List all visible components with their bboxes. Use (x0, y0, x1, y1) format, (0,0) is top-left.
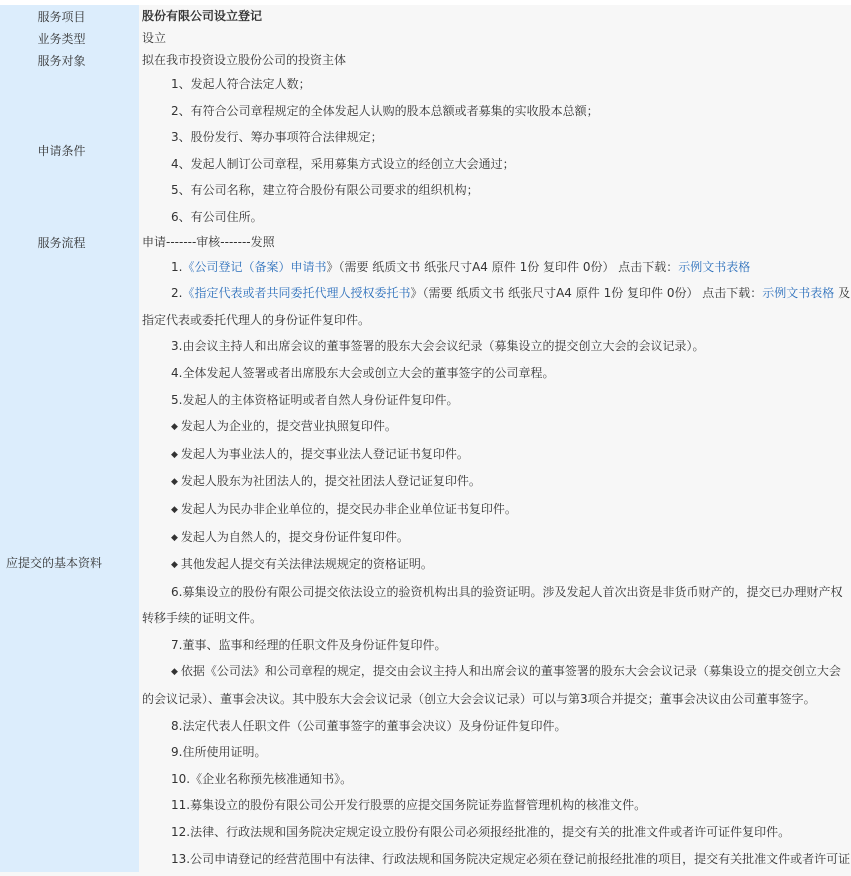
material-item-11: 11.募集设立的股份有限公司公开发行股票的应提交国务院证券监督管理机构的核准文件。 (171, 798, 647, 813)
materials-list (139, 254, 851, 873)
label-business-type: 业务类型 (0, 27, 139, 49)
condition-item: 4、发起人制订公司章程，采用募集方式设立的经创立大会通过； (171, 156, 515, 171)
bullet-item: ◆ 发起人为事业法人的，提交事业法人登记证书复印件。 (171, 446, 469, 461)
material-item-3: 3.由会议主持人和出席会议的董事签署的股东大会会议纪录（募集设立的提交创立大会的会议记录）。 (171, 339, 705, 354)
diamond-bullet-icon: ◆ (171, 532, 178, 543)
bullet-item-continuation: 的会议记录）、董事会决议。其中股东大会会议记录（创立大会会议记录）可以与第3项合并提交；董事会决议由公司董事签字。 (142, 692, 816, 707)
material-item-8: 8.法定代表人任职文件（公司董事签字的董事会决议）及身份证件复印件。 (171, 718, 567, 733)
value-service-target: 拟在我市投资设立股份公司的投资主体 (139, 49, 851, 71)
value-service-item: 股份有限公司设立登记 (139, 5, 851, 27)
material-item-6-continuation: 转移手续的证明文件。 (142, 611, 263, 626)
diamond-bullet-icon: ◆ (171, 560, 178, 571)
row-materials (0, 254, 851, 873)
conditions-list (139, 71, 851, 231)
label-conditions: 申请条件 (0, 71, 139, 231)
material-item-4: 4.全体发起人签署或者出席股东大会或创立大会的董事签字的公司章程。 (171, 365, 555, 380)
bullet-item: ◆ 依据《公司法》和公司章程的规定，提交由会议主持人和出席会议的董事签署的股东大会会议记录（募集设立的提交创立大会 (171, 664, 841, 679)
material-item-9: 9.住所使用证明。 (171, 745, 267, 760)
row-process (0, 231, 851, 254)
row-conditions (0, 71, 851, 231)
service-guide-page (0, 5, 851, 876)
material-item-2: 2.《指定代表或者共同委托代理人授权委托书》（需要 纸质文书 纸张尺寸A4 原件 1份 复印件 0份） 点击下载：示例文书表格 及 (171, 286, 851, 301)
label-process: 服务流程 (0, 231, 139, 254)
material-item-13: 13.公司申请登记的经营范围中有法律、行政法规和国务院决定规定必须在登记前报经批准的项目，提交有关批准文件或者许可证 (171, 851, 851, 866)
material-item-12: 12.法律、行政法规和国务院决定规定设立股份有限公司必须报经批准的，提交有关的批准文件或者许可证件复印件。 (171, 825, 791, 840)
value-process: 申请-------审核-------发照 (139, 231, 851, 254)
bullet-item: ◆ 发起人为企业的，提交营业执照复印件。 (171, 419, 397, 434)
value-business-type: 设立 (139, 27, 851, 49)
condition-item: 2、有符合公司章程规定的全体发起人认购的股本总额或者募集的实收股本总额； (171, 103, 599, 118)
bullet-item: ◆ 发起人为民办非企业单位的，提交民办非企业单位证书复印件。 (171, 501, 517, 516)
condition-item: 5、有公司名称，建立符合股份有限公司要求的组织机构； (171, 183, 479, 198)
label-materials: 应提交的基本资料 (0, 254, 139, 873)
sample-form-download-link[interactable]: 示例文书表格 (678, 259, 751, 274)
material-item-7: 7.董事、监事和经理的任职文件及身份证件复印件。 (171, 637, 447, 652)
sample-form-download-link[interactable]: 示例文书表格 (762, 286, 835, 301)
diamond-bullet-icon: ◆ (171, 504, 178, 515)
material-item-6: 6.募集设立的股份有限公司提交依法设立的验资机构出具的验资证明。涉及发起人首次出资是非货币财产的，提交已办理财产权 (171, 584, 843, 599)
diamond-bullet-icon: ◆ (171, 667, 178, 678)
row-service-item (0, 5, 851, 27)
bullet-item: ◆ 发起人股东为社团法人的，提交社团法人登记证复印件。 (171, 474, 481, 489)
condition-item: 1、发起人符合法定人数； (171, 77, 311, 91)
material-item-1: 1.《公司登记（备案）申请书》（需要 纸质文书 纸张尺寸A4 原件 1份 复印件 0份） 点击下载：示例文书表格 (171, 259, 751, 274)
bullet-item: ◆ 发起人为自然人的，提交身份证件复印件。 (171, 529, 409, 544)
bullet-item: ◆ 其他发起人提交有关法律法规规定的资格证明。 (171, 557, 433, 572)
application-form-link[interactable]: 《公司登记（备案）申请书 (182, 259, 327, 274)
diamond-bullet-icon: ◆ (171, 449, 178, 460)
condition-item: 3、股份发行、筹办事项符合法律规定； (171, 130, 383, 145)
material-item-5: 5.发起人的主体资格证明或者自然人身份证件复印件。 (171, 392, 459, 407)
material-item-10: 10.《企业名称预先核准通知书》。 (171, 771, 353, 786)
condition-item: 6、有公司住所。 (171, 209, 263, 224)
label-service-item: 服务项目 (0, 5, 139, 27)
authorization-letter-link[interactable]: 《指定代表或者共同委托代理人授权委托书 (182, 286, 411, 301)
diamond-bullet-icon: ◆ (171, 422, 178, 433)
diamond-bullet-icon: ◆ (171, 477, 178, 488)
label-service-target: 服务对象 (0, 49, 139, 71)
material-item-2-continuation: 指定代表或委托代理人的身份证件复印件。 (142, 312, 371, 327)
row-service-target (0, 49, 851, 71)
row-business-type (0, 27, 851, 49)
service-info-table (0, 5, 851, 872)
